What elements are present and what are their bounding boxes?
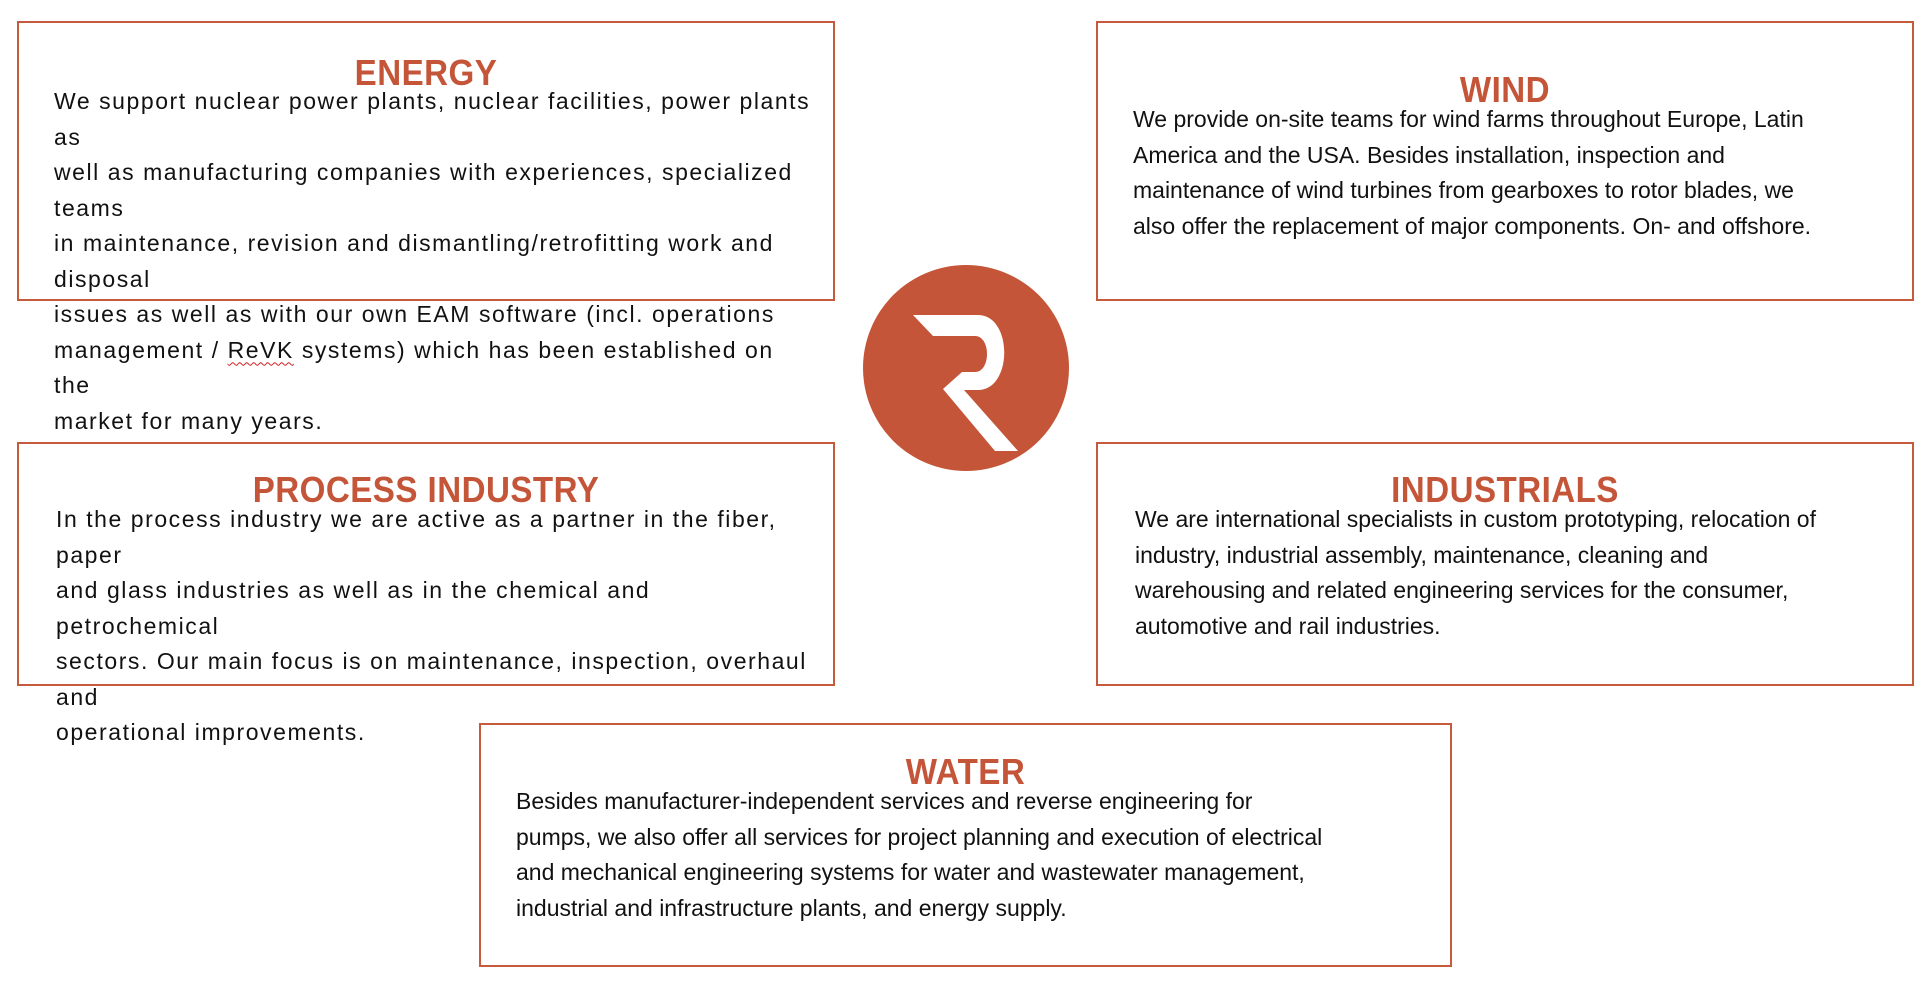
wind-card — [1096, 21, 1914, 301]
process-industry-title: PROCESS INDUSTRY — [252, 469, 600, 510]
energy-description — [54, 84, 814, 439]
industrials-description: We are international specialists in custom prototyping, relocation of industry, industrial assembly, maintenance, cleaning and warehousing and related engineering services for the consumer, automotive and rail industries. — [1135, 506, 1816, 639]
water-card — [479, 723, 1452, 967]
wind-title: WIND — [1459, 69, 1551, 110]
industrials-title: INDUSTRIALS — [1391, 469, 1619, 510]
water-title: WATER — [905, 751, 1026, 792]
energy-card — [17, 21, 835, 434]
spellcheck-flagged-word[interactable]: ReVK — [227, 336, 294, 363]
process-industry-description: In the process industry we are active as a partner in the fiber, paper and glass industries as well as in the chemical and petrochemical sectors. Our main focus is on maintenance, inspection, overhaul and operational improvements. — [56, 506, 807, 745]
wind-description: We provide on-site teams for wind farms throughout Europe, Latin America and the USA. Besides installation, inspection and maintenance of wind turbines from gearboxes to rotor blades, we also offer the replacement of major components. On- and offshore. — [1133, 106, 1812, 239]
water-description: Besides manufacturer-independent services and reverse engineering for pumps, we also offer all services for project planning and execution of electrical and mechanical engineering systems for water and wastewater management, industrial and infrastructure plants, and energy supply. — [516, 788, 1323, 921]
energy-description-text-end: systems) which has been established on the market for many years. — [54, 336, 774, 434]
energy-title: ENERGY — [354, 52, 498, 93]
industrials-card — [1096, 442, 1914, 686]
process-industry-card — [17, 442, 835, 745]
logo-circle — [863, 265, 1069, 471]
r-logo-icon — [863, 265, 1069, 471]
energy-description-text: We support nuclear power plants, nuclear facilities, power plants as well as manufacturing companies with experiences, specialized teams in maintenance, revision and dismantling/retrofitting work and disposal issues as well as with our own EAM software (incl. operations management / — [54, 88, 811, 363]
